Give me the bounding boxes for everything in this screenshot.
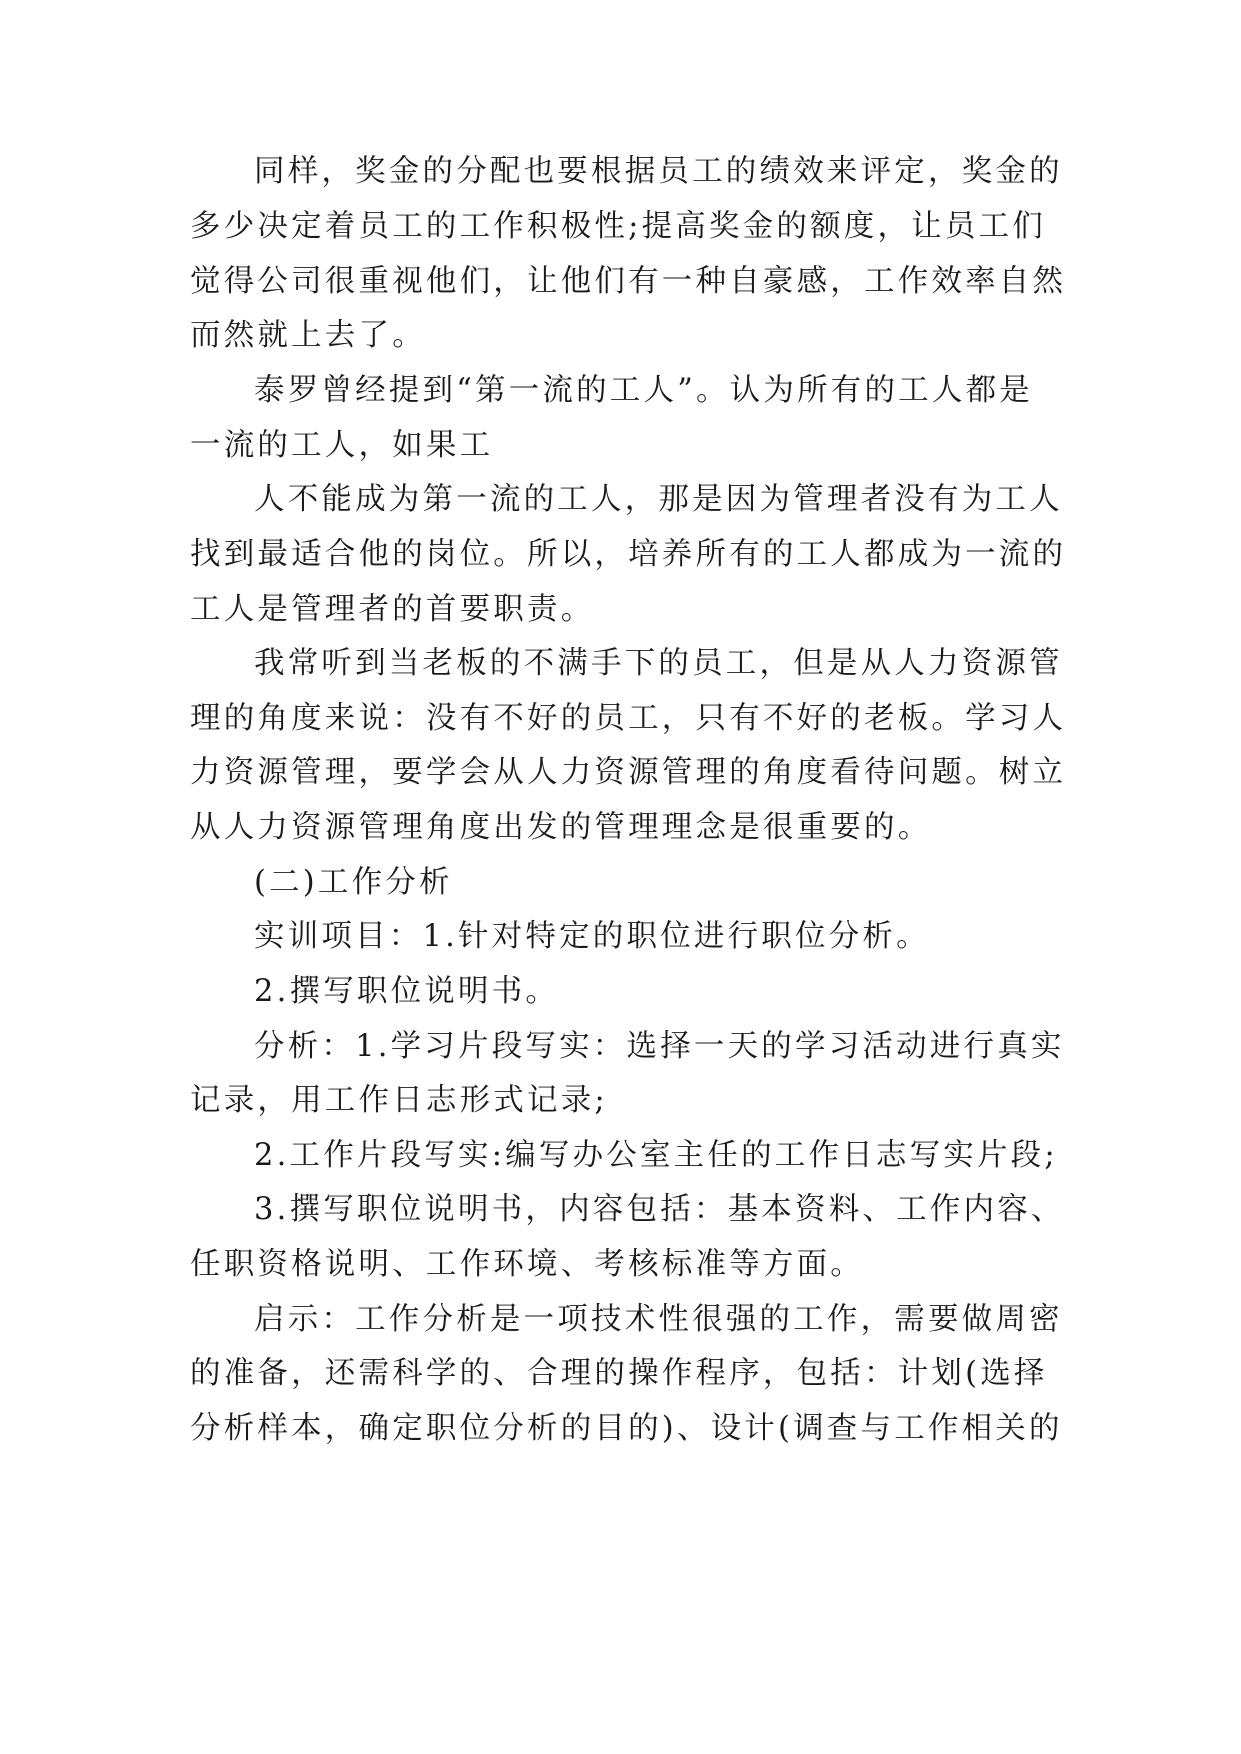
section-heading: (二)工作分析: [254, 865, 453, 900]
paragraph-line: 一流的工人，如果工: [190, 428, 494, 463]
paragraph-line: 找到最适合他的岗位。所以，培养所有的工人都成为一流的: [190, 537, 1067, 572]
paragraph-line: 觉得公司很重视他们，让他们有一种自豪感，工作效率自然: [190, 264, 1067, 299]
paragraph-line: 泰罗曾经提到“第一流的工人”。认为所有的工人都是: [254, 373, 1033, 408]
paragraph-line: 分析样本，确定职位分析的目的)、设计(调查与工作相关的: [190, 1411, 1063, 1446]
paragraph-line: 从人力资源管理角度出发的管理理念是很重要的。: [190, 810, 932, 845]
paragraph-line: 的准备，还需科学的、合理的操作程序，包括：计划(选择: [190, 1356, 1048, 1391]
paragraph-line: 多少决定着员工的工作积极性;提高奖金的额度，让员工们: [190, 209, 1046, 244]
paragraph-line: 我常听到当老板的不满手下的员工，但是从人力资源管: [254, 646, 1063, 681]
paragraph-line: 人不能成为第一流的工人，那是因为管理者没有为工人: [254, 482, 1063, 517]
paragraph-line: 实训项目：1.针对特定的职位进行职位分析。: [254, 919, 930, 954]
paragraph-line: 同样，奖金的分配也要根据员工的绩效来评定，奖金的: [254, 154, 1063, 189]
paragraph-line: 工人是管理者的首要职责。: [190, 592, 595, 627]
paragraph-line: 分析：1.学习片段写实：选择一天的学习活动进行真实: [254, 1029, 1065, 1064]
paragraph-line: 任职资格说明、工作环境、考核标准等方面。: [190, 1247, 864, 1282]
paragraph-line: 3.撰写职位说明书，内容包括：基本资料、工作内容、: [254, 1192, 1065, 1227]
paragraph-line: 启示：工作分析是一项技术性很强的工作，需要做周密: [254, 1302, 1063, 1337]
paragraph-line: 2.工作片段写实:编写办公室主任的工作日志写实片段;: [254, 1138, 1058, 1173]
paragraph-line: 力资源管理，要学会从人力资源管理的角度看待问题。树立: [190, 755, 1067, 790]
paragraph-line: 记录，用工作日志形式记录;: [190, 1083, 608, 1118]
paragraph-line: 而然就上去了。: [190, 318, 426, 353]
paragraph-line: 2.撰写职位说明书。: [254, 974, 560, 1009]
paragraph-line: 理的角度来说：没有不好的员工，只有不好的老板。学习人: [190, 701, 1067, 736]
